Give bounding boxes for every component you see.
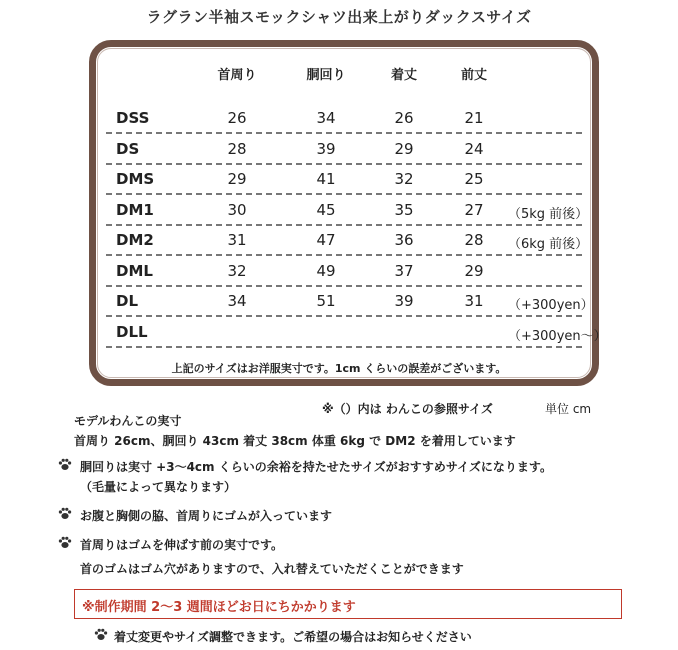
- reference-note: ※（）内は わんこの参照サイズ: [322, 402, 493, 416]
- table-row: [106, 286, 594, 317]
- row-note: （5kg 前後）: [508, 206, 589, 222]
- table-cell: 26: [394, 109, 414, 127]
- table-cell: 32: [227, 261, 247, 280]
- table-row: [106, 195, 589, 226]
- table-cell: 51: [316, 292, 336, 310]
- table-cell: 34: [227, 292, 247, 310]
- size-label: DSS: [116, 109, 150, 127]
- table-cell: 27: [464, 200, 484, 219]
- column-header-neck: 首周り: [217, 68, 257, 83]
- paw-icon: [94, 628, 108, 641]
- row-note: （+300yen〜）: [508, 328, 607, 344]
- bullet-girth-advice: 胴回りは実寸 +3〜4cm くらいの余裕を持たせたサイズがおすすめサイズになります。: [80, 460, 552, 474]
- row-divider: [106, 346, 582, 348]
- unit-note: 単位 cm: [545, 402, 592, 416]
- table-row: [106, 256, 582, 287]
- row-note: （+300yen）: [508, 298, 594, 313]
- table-footnote: 上記のサイズはお洋服実寸です。1cm くらいの誤差がございます。: [171, 362, 507, 375]
- page-title: ラグラン半袖スモックシャツ出来上がりダックスサイズ: [146, 8, 532, 26]
- table-cell: 34: [316, 109, 336, 127]
- table-cell: 31: [464, 292, 484, 310]
- paw-icon: [58, 458, 72, 471]
- table-cell: 32: [394, 170, 414, 188]
- table-cell: 29: [394, 139, 414, 158]
- table-cell: 28: [464, 231, 484, 249]
- paw-icon: [58, 507, 72, 520]
- table-cell: 41: [316, 170, 336, 188]
- bullet-neck-measure: 首周りはゴムを伸ばす前の実寸です。: [80, 538, 284, 552]
- table-cell: 45: [316, 200, 336, 219]
- table-cell: 39: [316, 139, 336, 158]
- size-label: DLL: [116, 322, 148, 341]
- size-label: DL: [116, 292, 139, 310]
- bullet-neck-elastic: 首のゴムはゴム穴がありますので、入れ替えていただくことができます: [80, 562, 464, 576]
- table-cell: 30: [227, 200, 247, 219]
- size-label: DM2: [116, 231, 154, 249]
- column-header-girth: 胴回り: [306, 68, 346, 83]
- size-label: DMS: [116, 170, 155, 188]
- production-notice: ※制作期間 2〜3 週間ほどお日にちかかります: [82, 600, 356, 615]
- table-row: [106, 225, 589, 256]
- table-cell: 21: [464, 109, 484, 127]
- table-cell: 24: [464, 139, 484, 158]
- table-row: [106, 103, 582, 134]
- row-note: （6kg 前後）: [508, 237, 589, 252]
- table-row: [106, 164, 582, 195]
- column-header-front-length: 前丈: [460, 68, 488, 83]
- table-row: [106, 134, 582, 165]
- table-cell: 28: [227, 139, 247, 158]
- bullet-elastic: お腹と胸側の脇、首周りにゴムが入っています: [80, 509, 333, 523]
- model-detail: 首周り 26cm、胴回り 43cm 着丈 38cm 体重 6kg で DM2 を着用しています: [74, 434, 516, 448]
- table-row: [106, 317, 607, 348]
- table-cell: 35: [394, 200, 414, 219]
- table-cell: 49: [316, 261, 336, 280]
- table-cell: 37: [394, 261, 414, 280]
- model-label: モデルわんこの実寸: [74, 414, 182, 428]
- table-cell: 31: [227, 231, 247, 249]
- bullet-girth-advice-sub: （毛量によって異なります）: [80, 480, 237, 494]
- table-cell: 36: [394, 231, 414, 249]
- size-label: DM1: [116, 200, 154, 219]
- size-label: DML: [116, 261, 153, 280]
- table-cell: 47: [316, 231, 336, 249]
- table-cell: 39: [394, 292, 414, 310]
- table-cell: 26: [227, 109, 247, 127]
- bullet-custom-order: 着丈変更やサイズ調整できます。ご希望の場合はお知らせください: [114, 630, 472, 644]
- table-cell: 25: [464, 170, 484, 188]
- size-label: DS: [116, 139, 140, 158]
- column-header-length: 着丈: [390, 68, 418, 83]
- paw-icon: [58, 536, 72, 549]
- table-cell: 29: [464, 261, 484, 280]
- table-cell: 29: [227, 170, 247, 188]
